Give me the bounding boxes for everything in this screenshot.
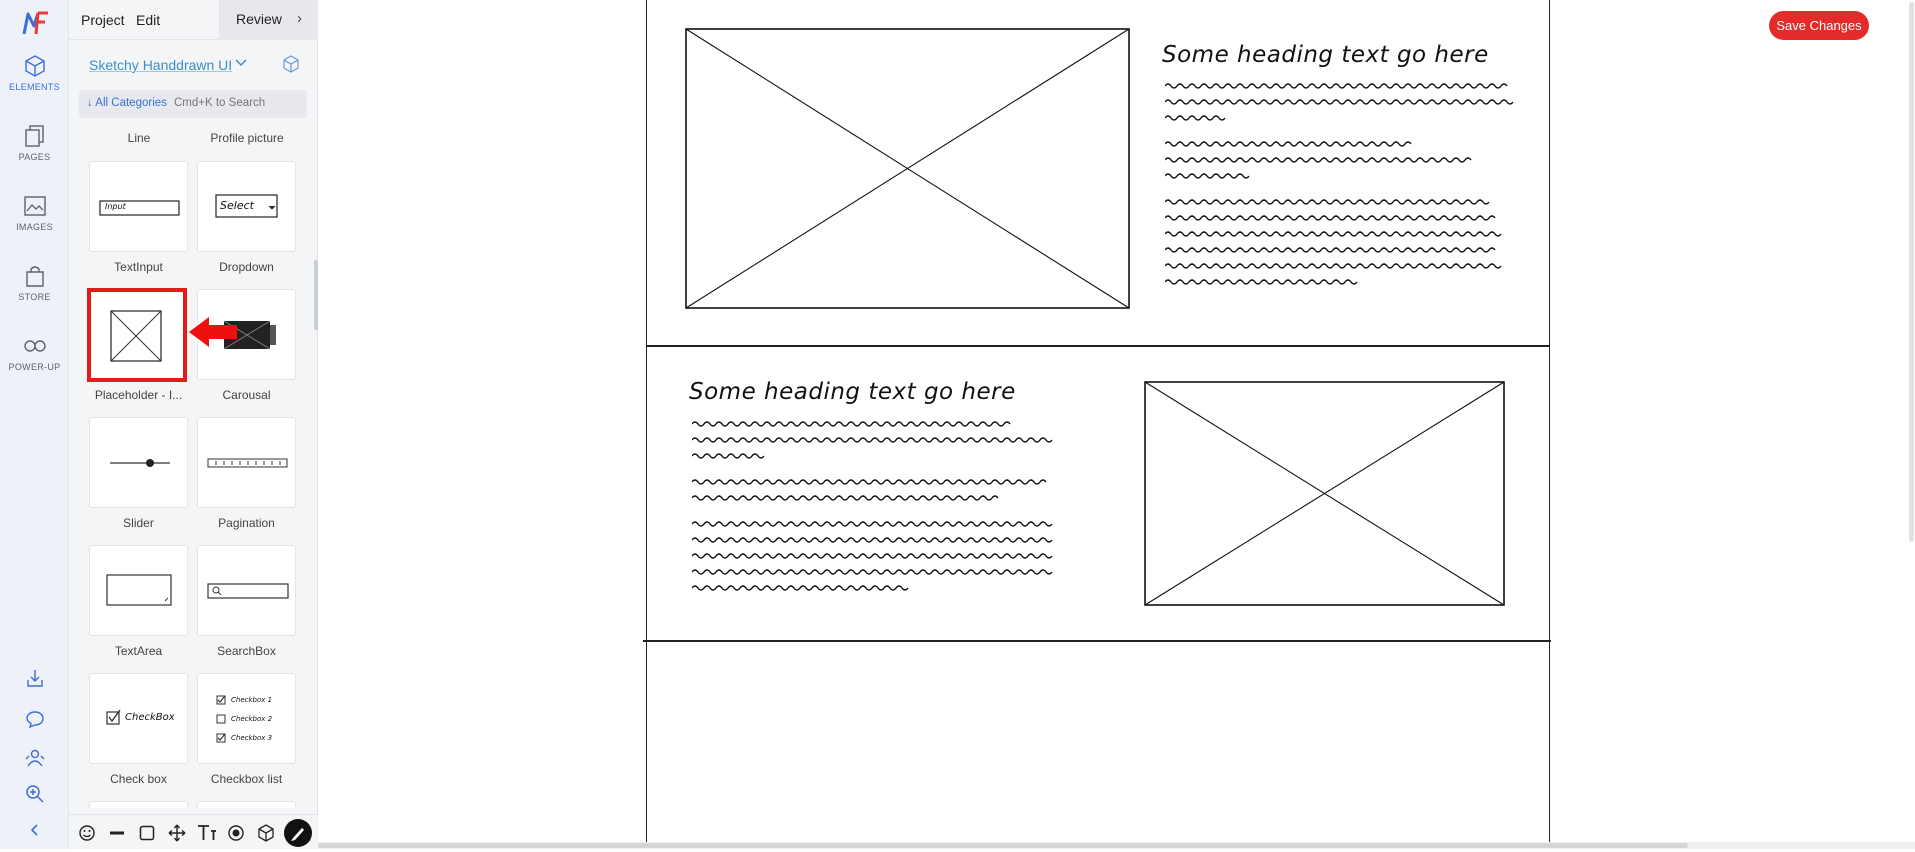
- rail-item-label: IMAGES: [16, 222, 53, 232]
- section-heading[interactable]: Some heading text go here: [1162, 42, 1489, 68]
- element-tile-textinput[interactable]: [89, 161, 188, 252]
- wireframe-page[interactable]: [646, 0, 1550, 849]
- scrollbar-thumb[interactable]: [1909, 2, 1914, 542]
- component-box-icon[interactable]: [256, 823, 276, 843]
- chevron-down-icon[interactable]: [233, 54, 249, 75]
- team-button[interactable]: [0, 748, 69, 773]
- element-tile-partial[interactable]: [89, 801, 188, 808]
- rail-item-elements[interactable]: [0, 54, 69, 92]
- element-label: Slider: [123, 516, 154, 530]
- element-label: Pagination: [218, 516, 275, 530]
- rail-item-label: PAGES: [18, 152, 51, 162]
- element-label: Dropdown: [219, 260, 274, 274]
- element-label: Placeholder - I...: [94, 388, 183, 402]
- scribble-text-block[interactable]: [692, 418, 1062, 598]
- all-categories-button[interactable]: ↓ All Categories: [87, 97, 167, 109]
- scrollbar-thumb[interactable]: [318, 843, 1688, 848]
- review-button[interactable]: [219, 0, 318, 40]
- section-divider: [647, 345, 1549, 347]
- rail-item-label: ELEMENTS: [9, 82, 60, 92]
- menu-bar: [69, 0, 318, 40]
- library-name[interactable]: Sketchy Handdrawn UI: [89, 57, 233, 73]
- bag-icon: [23, 264, 47, 288]
- dropdown-preview-text: Select: [220, 199, 254, 212]
- checkbox-list-item: Checkbox 3: [231, 734, 273, 742]
- element-label: Check box: [110, 772, 167, 786]
- element-label: Checkbox list: [210, 772, 283, 786]
- rail-item-power-up[interactable]: [0, 334, 69, 372]
- element-label-profile-picture: Profile picture: [210, 131, 284, 145]
- element-label: TextInput: [114, 260, 163, 274]
- section-heading[interactable]: Some heading text go here: [689, 379, 1016, 405]
- element-tile-pagination[interactable]: [197, 417, 296, 508]
- textinput-preview-text: Input: [105, 202, 126, 211]
- rail-item-label: STORE: [18, 292, 51, 302]
- infinity-icon: [22, 334, 48, 358]
- elements-panel: [69, 0, 318, 849]
- element-label: SearchBox: [217, 644, 276, 658]
- search-input[interactable]: [174, 97, 304, 109]
- chevron-right-icon: ›: [297, 10, 302, 27]
- app-logo[interactable]: [22, 10, 50, 36]
- placeholder-image[interactable]: [1144, 381, 1506, 607]
- zoom-icon: [25, 784, 45, 804]
- checkbox-preview-text: CheckBox: [125, 712, 175, 723]
- element-label: TextArea: [114, 644, 163, 658]
- search-bar: [79, 90, 307, 118]
- move-tool-icon[interactable]: [167, 823, 187, 843]
- library-cube-icon[interactable]: [281, 54, 301, 79]
- element-tile-placeholder-image[interactable]: [87, 288, 187, 382]
- download-button[interactable]: [0, 668, 69, 693]
- text-tool-icon[interactable]: [196, 823, 216, 843]
- collapse-icon: [27, 822, 43, 838]
- annotation-arrow-icon: [187, 314, 239, 350]
- scribble-text-block[interactable]: [1165, 80, 1525, 290]
- rail-item-images[interactable]: [0, 194, 69, 232]
- element-label: Carousal: [222, 388, 271, 402]
- rectangle-tool-icon[interactable]: [137, 823, 157, 843]
- element-tile-checkbox-list[interactable]: [197, 673, 296, 764]
- element-tile-dropdown[interactable]: [197, 161, 296, 252]
- emoji-icon[interactable]: [77, 823, 97, 843]
- zoom-button[interactable]: [0, 784, 69, 809]
- element-tile-partial[interactable]: [197, 801, 296, 808]
- left-rail: [0, 0, 69, 849]
- menu-edit[interactable]: Edit: [136, 12, 161, 28]
- comment-button[interactable]: [0, 709, 69, 734]
- element-tile-searchbox[interactable]: [197, 545, 296, 636]
- rail-item-pages[interactable]: [0, 124, 69, 162]
- rail-item-store[interactable]: [0, 264, 69, 302]
- team-icon: [24, 748, 46, 768]
- library-selector: [69, 48, 318, 84]
- image-icon: [23, 194, 47, 218]
- bottom-toolbar: [69, 814, 318, 849]
- brush-tool-icon[interactable]: [284, 819, 312, 847]
- record-icon[interactable]: [226, 823, 246, 843]
- line-tool-icon[interactable]: [107, 823, 127, 843]
- review-label: Review: [236, 11, 282, 27]
- element-tile-check-box[interactable]: [89, 673, 188, 764]
- collapse-panel-button[interactable]: [0, 822, 69, 843]
- comment-icon: [25, 709, 45, 729]
- vertical-scrollbar[interactable]: [1908, 0, 1915, 842]
- save-changes-button[interactable]: Save Changes: [1769, 11, 1869, 40]
- element-tile-slider[interactable]: [89, 417, 188, 508]
- menu-project[interactable]: Project: [81, 12, 125, 28]
- elements-grid: [69, 124, 318, 808]
- checkbox-list-item: Checkbox 1: [231, 696, 273, 704]
- checkbox-list-item: Checkbox 2: [231, 715, 273, 723]
- element-tile-textarea[interactable]: [89, 545, 188, 636]
- placeholder-image[interactable]: [685, 28, 1131, 310]
- section-divider: [643, 640, 1551, 642]
- pages-icon: [23, 124, 47, 148]
- horizontal-scrollbar[interactable]: [318, 842, 1915, 849]
- cube-icon: [23, 54, 47, 78]
- rail-item-label: POWER-UP: [8, 362, 61, 372]
- download-icon: [25, 668, 45, 688]
- element-label-line: Line: [127, 131, 151, 145]
